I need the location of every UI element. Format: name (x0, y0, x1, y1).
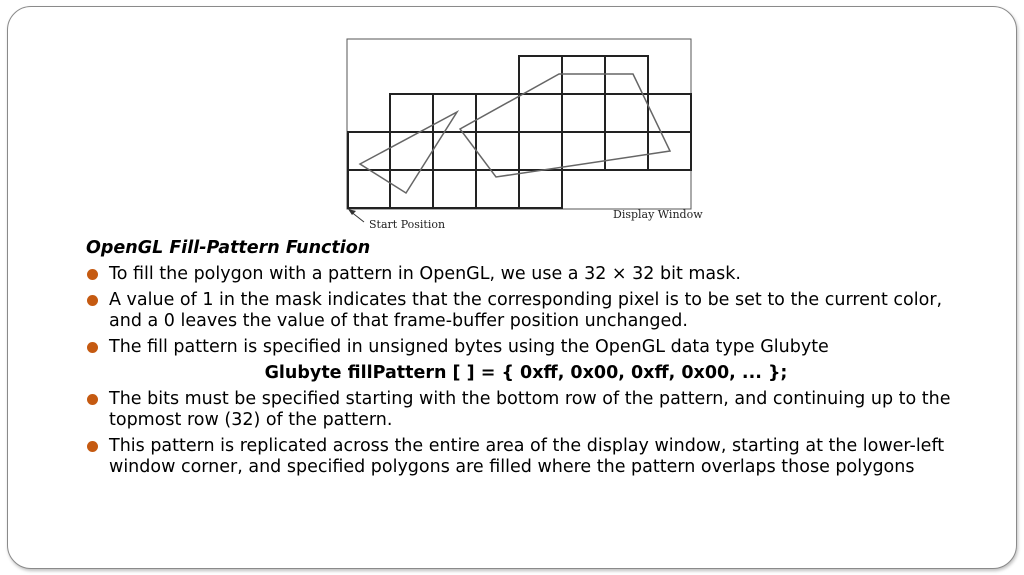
bullet-item (86, 264, 966, 285)
bullet-dot-icon (87, 441, 98, 452)
bullet-text: The fill pattern is specified in unsigned bytes using the OpenGL data type Glubyte (109, 337, 829, 357)
pattern-grid (348, 56, 691, 208)
bullet-text: A value of 1 in the mask indicates that the corresponding pixel is to be set to the current color, and a 0 leaves the value of that frame-buffer position unchanged. (109, 290, 943, 331)
start-arrow-head (348, 209, 356, 215)
slide-content (86, 238, 966, 483)
bullet-text: To fill the polygon with a pattern in OpenGL, we use a 32 × 32 bit mask. (109, 264, 741, 284)
bullet-dot-icon (87, 394, 98, 405)
bullet-text: The bits must be specified starting with the bottom row of the pattern, and continuing up to the topmost row (32) of the pattern. (109, 389, 951, 430)
display-window-label: Display Window (613, 208, 703, 221)
start-position-label: Start Position (369, 218, 446, 231)
bullet-dot-icon (87, 342, 98, 353)
bullet-dot-icon (87, 269, 98, 280)
bullet-item (86, 337, 966, 358)
bullet-item (86, 290, 966, 332)
bullet-item (86, 389, 966, 431)
section-heading: OpenGL Fill-Pattern Function (86, 238, 371, 258)
quadrilateral-polygon (460, 74, 670, 177)
bullet-text: This pattern is replicated across the entire area of the display window, starting at the lower-left window corner, and specified polygons are filled where the pattern overlaps those polygons (109, 436, 945, 477)
bullet-item (86, 436, 966, 478)
fill-pattern-figure (344, 36, 704, 236)
code-line: Glubyte fillPattern [ ] = { 0xff, 0x00, 0xff, 0x00, ... }; (264, 363, 788, 383)
bullet-dot-icon (87, 295, 98, 306)
triangle-polygon (360, 112, 457, 193)
